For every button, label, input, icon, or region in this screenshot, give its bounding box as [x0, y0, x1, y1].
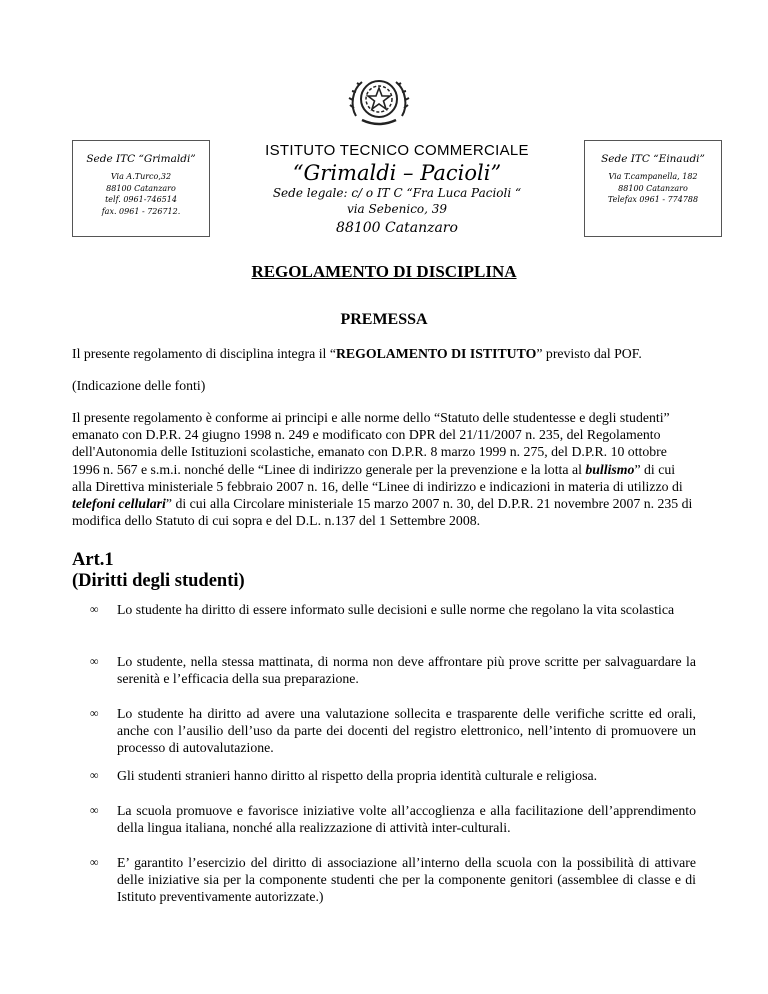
list-item-text: E’ garantito l’esercizio del diritto di associazione all’interno della scuola con la possibilità di attivare delle iniziative sia per la componente studenti che per la componente genitori (assemblee di classe e di Istituto preventivamente autorizzate.): [117, 855, 696, 905]
school-name: “Grimaldi – Pacioli”: [292, 161, 502, 185]
legal-seat-city: 88100 Catanzaro: [336, 220, 458, 236]
intro-bold: REGOLAMENTO DI ISTITUTO: [335, 346, 537, 361]
list-item: [90, 767, 696, 784]
intro-text: Il presente regolamento di disciplina integra il “: [72, 346, 336, 361]
left-box-line: 88100 Catanzaro: [106, 183, 176, 193]
right-box-line: Telefax 0961 - 774788: [607, 195, 699, 204]
list-item: [90, 705, 696, 757]
list-item: [90, 854, 696, 906]
school-type: ISTITUTO TECNICO COMMERCIALE: [265, 142, 529, 159]
list-item-text: La scuola promuove e favorisce iniziative volte all’accoglienza e alla facilitazione dell’apprendimento della lingua italiana, nonché alla realizzazione di attività inter-culturali.: [117, 803, 696, 836]
conformity-paragraph: [72, 409, 696, 529]
list-item-text: Lo studente ha diritto di essere informato sulle decisioni e sulle norme che regolano la vita scolastica: [117, 602, 675, 617]
republic-emblem-icon: [348, 72, 410, 128]
right-box-line: Via T.campanella, 182: [608, 172, 698, 181]
article-number: Art.1: [72, 550, 114, 570]
list-item: [90, 802, 696, 836]
article-heading: [72, 550, 245, 592]
infinity-bullet-icon: ∞: [90, 803, 99, 817]
legal-seat-street: via Sebenico, 39: [346, 202, 448, 216]
list-item-text: Lo studente ha diritto ad avere una valutazione sollecita e trasparente delle verifiche scritte ed orali, anche con l’ausilio dell’uso da parte dei docenti del registro elettronico, nell’intento di promuovere un processo di autovalutazione.: [117, 706, 696, 756]
right-box-line: 88100 Catanzaro: [618, 183, 688, 193]
document-title: REGOLAMENTO DI DISCIPLINA: [251, 262, 517, 281]
legal-seat: Sede legale: c/ o IT C “Fra Luca Pacioli “: [272, 186, 522, 200]
left-box-line: fax. 0961 - 726712.: [101, 206, 181, 216]
conformity-text: Il presente regolamento è conforme ai principi e alle norme dello “Statuto delle studentesse e degli studenti” emanato con D.P.R. 24 giugno 1998 n. 249 e modificato con DPR del 21/11/2007 n. 235, del Regolamento dell'Autonomia delle Istituzioni scolastiche, emanato con D.P.R. 8 marzo 1999 n. 275, del D.P.R. 10 ottobre 1996 n. 567 e s.m.i. nonché delle “Linee di indirizzo generale per la prevenzione e la lotta al: [72, 410, 670, 477]
infinity-bullet-icon: ∞: [90, 602, 99, 616]
list-item: [90, 601, 696, 618]
infinity-bullet-icon: ∞: [90, 654, 99, 668]
list-item: [90, 653, 696, 687]
conformity-text-2: ” di cui alla Direttiva ministeriale 5 febbraio 2007 n. 16, delle “Linee di indirizzo e indicazioni in materia di utilizzo di: [72, 461, 683, 494]
list-item-text: Lo studente, nella stessa mattinata, di norma non deve affrontare più prove scritte per salvaguardare la serenità e l’efficacia della sua preparazione.: [117, 654, 696, 687]
left-box-line: Via A.Turco,32: [110, 172, 172, 181]
bullismo-term: bullismo: [585, 461, 635, 477]
list-item-text: Gli studenti stranieri hanno diritto al rispetto della propria identità culturale e religiosa.: [117, 768, 598, 783]
right-box-title: Sede ITC “Einaudi”: [601, 153, 705, 165]
sources-note: (Indicazione delle fonti): [72, 378, 206, 393]
left-box-line: telf. 0961-746514: [105, 195, 177, 204]
left-address-box: [72, 140, 210, 237]
article-subheading: (Diritti degli studenti): [72, 571, 245, 591]
school-header: [210, 142, 584, 236]
left-box-title: Sede ITC “Grimaldi”: [86, 153, 196, 165]
cellulari-term: telefoni cellulari: [72, 496, 166, 512]
intro-paragraph: [72, 345, 696, 362]
infinity-bullet-icon: ∞: [90, 768, 99, 782]
right-address-box: [584, 140, 722, 237]
conformity-text-3: ” di cui alla Circolare ministeriale 15 marzo 2007 n. 30, del D.P.R. 21 novembre 2007 n. 235 di modifica dello Statuto di cui sopra e del D.L. n.137 del 1 Settembre 2008.: [72, 496, 693, 529]
section-title: PREMESSA: [340, 311, 428, 328]
infinity-bullet-icon: ∞: [90, 855, 99, 869]
intro-text-end: ” previsto dal POF.: [536, 346, 642, 361]
infinity-bullet-icon: ∞: [90, 706, 99, 720]
